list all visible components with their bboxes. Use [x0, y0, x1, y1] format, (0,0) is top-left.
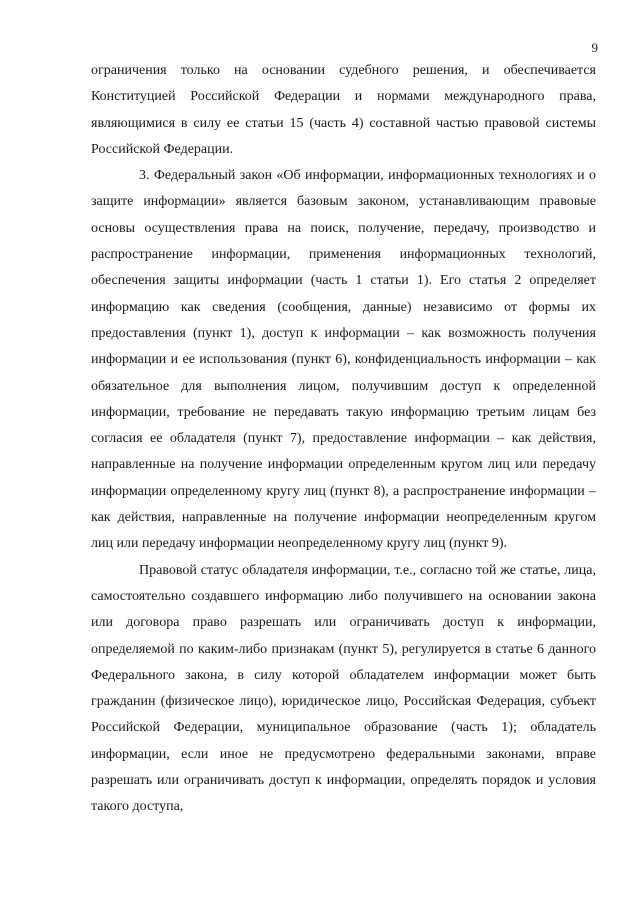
paragraph-legal-status: Правовой статус обладателя информации, т.е., согласно той же статье, лица, самостоятельно создавшего информацию либо получившего на основании закона или договора право разрешать или ограничивать доступ к информации, определяемой по каким-либо признакам (пункт 5), регулируется в статье 6 данного Федерального закона, в силу которой обладателем информации может быть гражданин (физическое лицо), юридическое лицо, Российская Федерация, субъект Российской Федерации, муниципальное образование (часть 1); обладатель информации, если иное не предусмотрено федеральными законами, вправе разрешать или ограничивать доступ к информации, определять порядок и условия такого доступа,	[91, 562, 596, 815]
page-number: 9	[591, 40, 598, 55]
paragraph-continuation: ограничения только на основании судебного решения, и обеспечивается Конституцией Российской Федерации и нормами международного права, являющимися в силу ее статьи 15 (часть 4) составной частью правовой системы Российской Федерации.	[91, 63, 596, 157]
document-body	[91, 58, 596, 821]
paragraph-federal-law: 3. Федеральный закон «Об информации, информационных технологиях и о защите информации» является базовым законом, устанавливающим правовые основы осуществления права на поиск, получение, передачу, производство и распространение информации, применения информационных технологий, обеспечения защиты информации (часть 1 статьи 1). Его статья 2 определяет информацию как сведения (сообщения, данные) независимо от формы их предоставления (пункт 1), доступ к информации – как возможность получения информации и ее использования (пункт 6), конфиденциальность информации – как обязательное для выполнения лицом, получившим доступ к определенной информации, требование не передавать такую информацию третьим лицам без согласия ее обладателя (пункт 7), предоставление информации – как действия, направленные на получение информации определенным кругом лиц или передачу информации определенному кругу лиц (пункт 8), а распространение информации – как действия, направленные на получение информации неопределенным кругом лиц или передачу информации неопределенному кругу лиц (пункт 9).	[91, 168, 596, 552]
